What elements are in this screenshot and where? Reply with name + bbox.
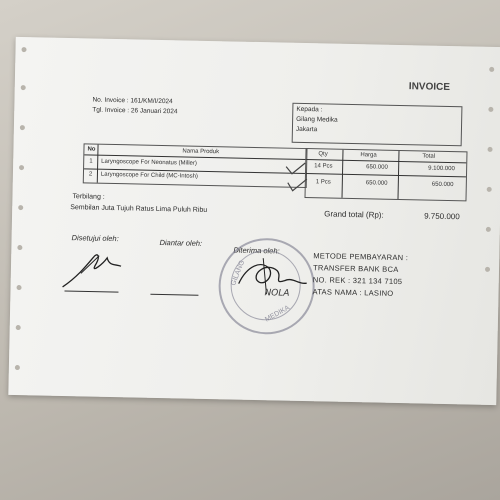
amount-table (304, 148, 467, 201)
payment-account-name: ATAS NAMA : LASINO (312, 287, 394, 298)
feed-hole (15, 365, 20, 370)
terbilang-text: Sembilan Juta Tujuh Ratus Lima Puluh Ribu (70, 204, 208, 214)
approved-by-label: Disetujui oleh: (71, 233, 119, 244)
feed-hole (16, 325, 21, 330)
delivered-sign-line (150, 294, 198, 296)
feed-hole (21, 47, 26, 52)
terbilang-label: Terbilang : (72, 193, 105, 201)
feed-hole (21, 85, 26, 90)
approver-signature (58, 243, 129, 296)
feed-hole (487, 187, 492, 192)
col-qty-header: Qty (318, 151, 328, 158)
row-total: 650.000 (431, 181, 454, 189)
feed-hole (487, 147, 492, 152)
feed-hole (17, 285, 22, 290)
feed-hole (17, 245, 22, 250)
row-qty: 14 Pcs (314, 163, 333, 170)
stamp-text-top: GILANG (230, 259, 247, 287)
checkmark-icon (283, 161, 314, 196)
product-table (83, 143, 308, 188)
payment-account-number: NO. REK : 321 134 7105 (312, 275, 403, 287)
feed-hole (486, 227, 491, 232)
recipient-box (292, 103, 463, 147)
feed-hole (20, 125, 25, 130)
feed-hole (485, 267, 490, 272)
recipient-city: Jakarta (295, 125, 318, 134)
col-no-header: No (87, 146, 96, 153)
receiver-name: NOLA (264, 288, 290, 299)
row-product: Laryngoscope For Neonatus (Miller) (101, 158, 197, 167)
delivered-by-label: Diantar oleh: (159, 237, 203, 248)
row-qty: 1 Pcs (315, 179, 331, 186)
grand-total-value: 9.750.000 (424, 211, 460, 222)
row-product: Laryngoscope For Child (MC-Intosh) (100, 171, 199, 180)
payment-method-label: METODE PEMBAYARAN : (313, 251, 409, 263)
grand-total-label: Grand total (Rp): (324, 209, 384, 220)
row-total: 9.100.000 (428, 165, 455, 173)
row-no: 2 (88, 171, 93, 178)
recipient-label: Kepada : (296, 105, 323, 114)
col-price-header: Harga (360, 152, 377, 159)
feed-hole (488, 107, 493, 112)
col-total-header: Total (422, 153, 436, 160)
row-price: 650.000 (366, 164, 388, 171)
row-price: 650.000 (365, 180, 388, 187)
recipient-name: Gilang Medika (296, 115, 338, 124)
col-product-header: Nama Produk (182, 148, 220, 156)
stamp-text-bottom: MEDIKA (264, 304, 291, 324)
row-no: 1 (89, 158, 93, 165)
feed-hole (18, 205, 23, 210)
feed-hole (19, 165, 24, 170)
invoice-paper (8, 37, 500, 405)
feed-hole (489, 67, 494, 72)
received-by-label: Diterima oleh: (233, 245, 280, 256)
invoice-number: No. Invoice : 161/KM/I/2024 (92, 96, 173, 106)
invoice-date: Tgl. Invoice : 26 Januari 2024 (92, 106, 178, 116)
invoice-title: INVOICE (408, 81, 451, 94)
payment-bank: TRANSFER BANK BCA (312, 263, 399, 274)
